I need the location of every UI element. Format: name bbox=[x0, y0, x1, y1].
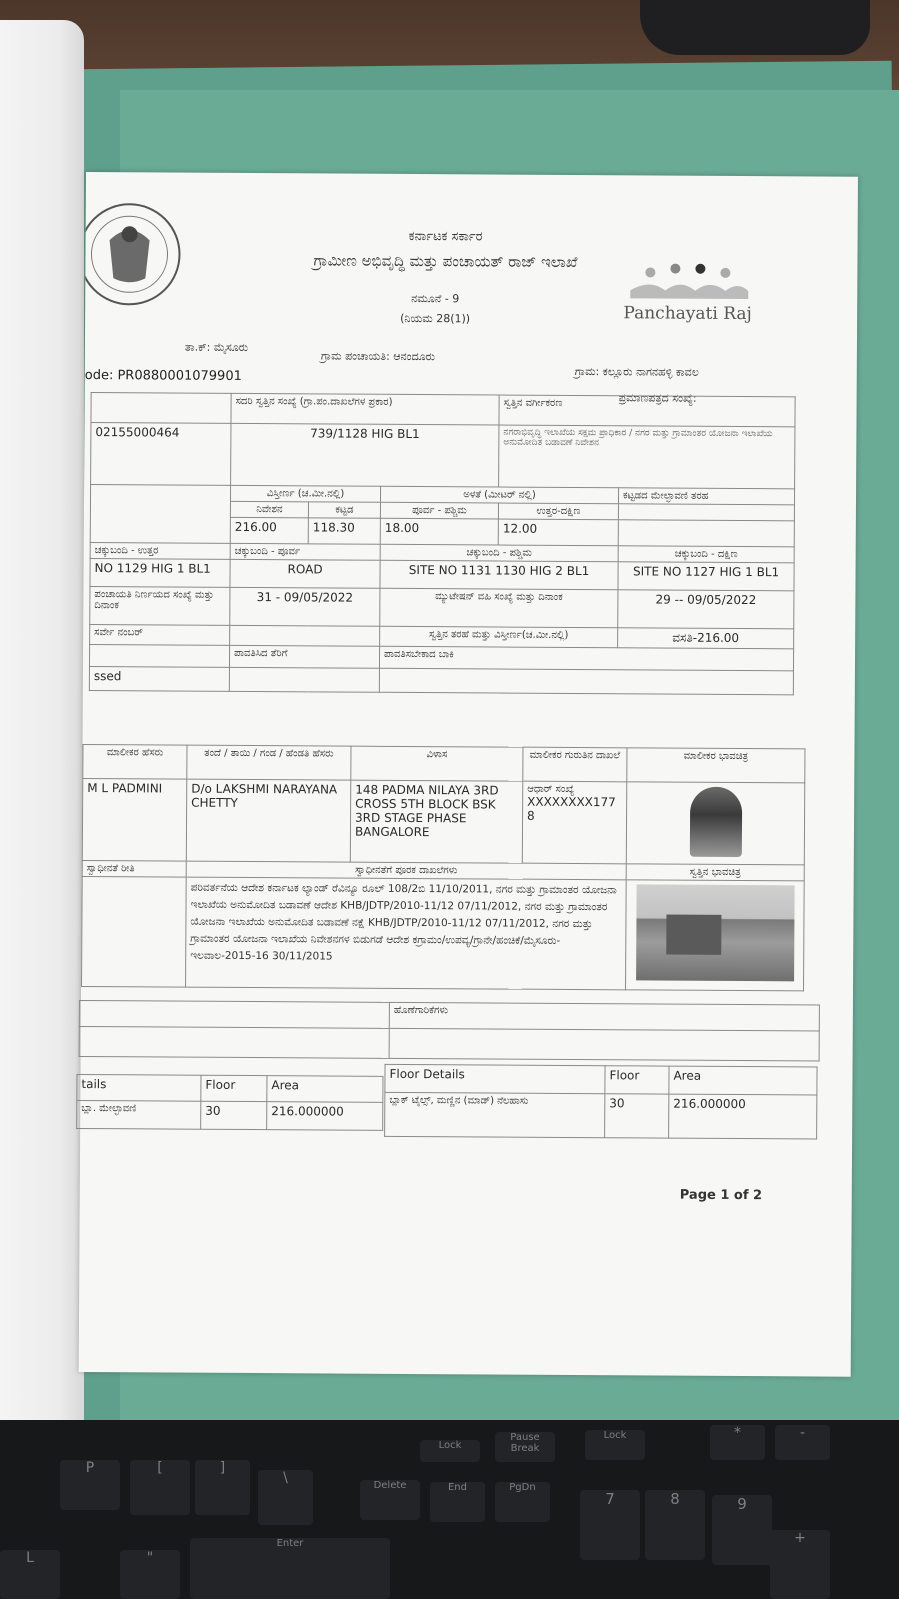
boundary-south: SITE NO 1127 HIG 1 BL1 bbox=[618, 562, 794, 591]
building-label: ಕಟ್ಟಡ bbox=[308, 502, 380, 518]
code-prefix: ode: bbox=[84, 367, 114, 384]
key[interactable]: + bbox=[770, 1530, 830, 1599]
gram-panchayat: ಗ್ರಾಮ ಪಂಚಾಯತಿ: ಆನಂದೂರು bbox=[320, 349, 436, 364]
property-photo-cell bbox=[626, 880, 805, 991]
key[interactable]: Lock bbox=[585, 1430, 645, 1460]
right-area-value: 216.000000 bbox=[669, 1094, 817, 1139]
type-area-label: ಸ್ವತ್ತಿನ ತರಹೆ ಮತ್ತು ವಿಸ್ತೀರ್ಣ(ಚ.ಮೀ.ನಲ್ಲಿ) bbox=[380, 626, 618, 647]
owner-relation: D/o LAKSHMI NARAYANA CHETTY bbox=[186, 779, 350, 862]
floor-details bbox=[77, 1062, 819, 1119]
key[interactable]: P bbox=[60, 1460, 120, 1510]
panchayati-raj-text: Panchayati Raj bbox=[623, 303, 752, 325]
classification-value: ನಗರಾಭಿವೃದ್ಧಿ ಇಲಾಖೆಯ ಸಕ್ಷಮ ಪ್ರಾಧಿಕಾರ / ನಗರ ಮತ್ತು ಗ್ರಾಮಾಂತರ ಯೋಜನಾ ಇಲಾಖೆಯ ಅನುಮೋದಿತ ಬಡಾವಣೆ ನಿವೇಶನ bbox=[499, 425, 795, 489]
boundary-south-label: ಚಕ್ಕುಬಂದಿ - ದಕ್ಷಿಣ bbox=[618, 546, 794, 563]
property-number-label: ಸದರಿ ಸ್ವತ್ತಿನ ಸಂಖ್ಯೆ (ಗ್ರಾ.ಪಂ.ದಾಖಲೆಗಳ ಪ್ರಕಾರ) bbox=[231, 393, 499, 425]
property-id: 02155000464 bbox=[91, 423, 231, 486]
owner-photo-header: ಮಾಲೀಕರ ಭಾವಚಿತ್ರ bbox=[627, 748, 805, 783]
rule-number: (ನಿಯಮ 28(1)) bbox=[400, 311, 471, 326]
property-code bbox=[85, 368, 242, 384]
boundary-west-label: ಚಕ್ಕುಬಂದಿ - ಪಶ್ಚಿಮ bbox=[380, 544, 618, 561]
owner-name: M L PADMINI bbox=[82, 778, 186, 861]
key[interactable]: 7 bbox=[580, 1490, 640, 1560]
left-floor-desc: ಬ್ಲಾ. ಮೇಲ್ಛಾವಣಿ bbox=[77, 1100, 201, 1129]
key[interactable]: Delete bbox=[360, 1480, 420, 1520]
resolution-label: ಪಂಚಾಯತಿ ನಿರ್ಣಯದ ಸಂಖ್ಯೆ ಮತ್ತು ದಿನಾಂಕ bbox=[90, 587, 230, 626]
owner-photo-cell bbox=[626, 782, 804, 865]
right-area-header: Area bbox=[669, 1066, 817, 1095]
key[interactable]: ] bbox=[195, 1460, 250, 1515]
boundary-north-label: ಚಕ್ಕುಬಂದಿ - ಉತ್ತರ bbox=[90, 543, 230, 560]
right-floor-header: Floor bbox=[605, 1066, 669, 1094]
east-west-value: 18.00 bbox=[380, 518, 498, 545]
keyboard bbox=[0, 1420, 899, 1599]
owner-address: 148 PADMA NILAYA 3RD CROSS 5TH BLOCK BSK 3RD STAGE PHASE BANGALORE bbox=[350, 780, 522, 863]
site-area: 216.00 bbox=[230, 517, 308, 543]
dimension-label: ಅಳತೆ (ಮೀಟರ್ ನಲ್ಲಿ) bbox=[380, 486, 618, 503]
property-number: 739/1128 HIG BL1 bbox=[231, 423, 499, 487]
state-title: ಕರ್ನಾಟಕ ಸರ್ಕಾರ bbox=[408, 228, 483, 245]
certificate-number-label: ಪ್ರಮಾಣಪತ್ರದ ಸಂಖ್ಯೆ: bbox=[618, 391, 697, 405]
form-number: ನಮೂನೆ - 9 bbox=[411, 291, 460, 306]
key[interactable]: Lock bbox=[420, 1440, 480, 1462]
address-header: ವಿಳಾಸ bbox=[351, 746, 523, 781]
type-area-value: ವಸತಿ-216.00 bbox=[618, 628, 794, 649]
left-details-header: tails bbox=[77, 1074, 201, 1101]
tax-due-label: ಪಾವತಿಸಬೇಕಾದ ಬಾಕಿ bbox=[379, 646, 793, 671]
assessed-label: ssed bbox=[89, 667, 229, 692]
ownership-mode-label: ಸ್ವಾಧೀನತೆ ರೀತಿ bbox=[82, 860, 186, 877]
property-photo-label: ಸ್ವತ್ತಿನ ಭಾವಚಿತ್ರ bbox=[626, 864, 804, 881]
liabilities-label: ಹೊಣೆಗಾರಿಕೆಗಳು bbox=[389, 1002, 819, 1031]
key[interactable]: Pause Break bbox=[495, 1432, 555, 1462]
page-number: Page 1 of 2 bbox=[679, 1187, 763, 1204]
code-value: PR0880001079901 bbox=[117, 368, 242, 384]
relation-header: ತಂದೆ / ತಾಯಿ / ಗಂಡ / ಹೆಂಡತಿ ಹೆಸರು bbox=[187, 745, 351, 780]
id-document-header: ಮಾಲೀಕರ ಗುರುತಿನ ದಾಖಲೆ bbox=[523, 747, 627, 782]
floor-details-right bbox=[384, 1064, 817, 1140]
owner-details-table bbox=[81, 744, 805, 991]
mutation-label: ಮ್ಯುಟೇಷನ್ ವಹಿ ಸಂಖ್ಯೆ ಮತ್ತು ದಿನಾಂಕ bbox=[380, 588, 618, 627]
boundary-east: ROAD bbox=[230, 559, 380, 588]
owner-photo bbox=[689, 787, 741, 857]
key[interactable]: [ bbox=[130, 1460, 190, 1515]
key[interactable]: - bbox=[775, 1425, 830, 1460]
site-label: ನಿವೇಶನ bbox=[230, 501, 308, 517]
aadhaar-number: XXXXXXXX1778 bbox=[527, 794, 616, 823]
boundary-west: SITE NO 1131 1130 HIG 2 BL1 bbox=[380, 560, 618, 589]
mutation-value: 29 -- 09/05/2022 bbox=[618, 590, 794, 629]
floor-details-left bbox=[76, 1074, 383, 1131]
north-south-value: 12.00 bbox=[498, 519, 618, 546]
key[interactable]: " bbox=[120, 1550, 180, 1599]
key[interactable]: * bbox=[710, 1425, 765, 1460]
roof-type-label: ಕಟ್ಟಡದ ಮೇಲ್ಛಾವಣಿ ತರಹ bbox=[619, 488, 795, 505]
right-details-header: Floor Details bbox=[385, 1064, 605, 1093]
east-west-label: ಪೂರ್ವ - ಪಶ್ಚಿಮ bbox=[380, 502, 498, 519]
ownership-documents: ಪರಿವರ್ತನೆಯ ಆದೇಶ ಕರ್ನಾಟಕ ಲ್ಯಾಂಡ್ ರೆವಿನ್ಯೂ ರೂಲ್ 108/2ಬಿ 11/10/2011, ನಗರ ಮತ್ತು ಗ್ರಾಮಾಂತರ ಯೋಜನಾ ಇಲಾಖೆಯ ಅನುಮೋದಿತ ಬಡಾವಣೆ ಆದೇಶ KHB/JDTP/2010-11/12 07/11/2012, ನಗರ ಮತ್ತು ಗ್ರಾಮಾಂತರ ಯೋಜನಾ ಇಲಾಖೆಯ ಅನುಮೋದಿತ ಬಡಾವಣೆ ನಕ್ಷೆ KHB/JDTP/2010-11/12 07/11/2012, ನಗರ ಮತ್ತು ಗ್ರಾಮಾಂತರ ಯೋಜನಾ ಇಲಾಖೆಯ ನಿವೇಶನಗಳ ಬಿಡುಗಡೆ ಆದೇಶ ಕಗ್ರಾಮಂ/ಉಪವ್ಯ/ಗ್ರಾನೇ/ಹಂಚಿಕೆ/ಮೈಸೂರು-ಇಲವಾಲ-2015-16 30/11/2015 bbox=[186, 877, 627, 990]
key[interactable]: Enter bbox=[190, 1538, 390, 1599]
boundary-east-label: ಚಕ್ಕುಬಂದಿ - ಪೂರ್ವ bbox=[230, 543, 380, 560]
key[interactable]: 9 bbox=[712, 1495, 772, 1565]
left-book-page bbox=[0, 20, 84, 1460]
village: ಗ್ರಾಮ: ಕಲ್ಲೂರು ನಾಗನಹಳ್ಳಿ ಕಾವಲ bbox=[574, 364, 699, 379]
department-title: ಗ್ರಾಮೀಣ ಅಭಿವೃದ್ಧಿ ಮತ್ತು ಪಂಚಾಯತ್ ರಾಜ್ ಇಲಾಖೆ bbox=[313, 251, 578, 272]
north-south-label: ಉತ್ತರ-ದಕ್ಷಿಣ bbox=[498, 503, 618, 520]
property-photo bbox=[636, 884, 795, 981]
tax-paid-label: ಪಾವತಿಸಿದ ತೆರಿಗೆ bbox=[229, 645, 379, 668]
classification-label: ಸ್ವತ್ತಿನ ವರ್ಗೀಕರಣ bbox=[499, 395, 795, 427]
right-floor-desc: ಬ್ಲಾಕ್ ಟೈಲ್ಸ್, ಮಣ್ಣಿನ (ಮಾಡ್) ನೆಲಹಾಸು bbox=[385, 1092, 605, 1137]
ownership-docs-label: ಸ್ವಾಧೀನತೆಗೆ ಪೂರಕ ದಾಖಲೆಗಳು bbox=[186, 861, 626, 880]
key[interactable]: 8 bbox=[645, 1490, 705, 1560]
left-area-value: 216.000000 bbox=[267, 1102, 383, 1131]
building-area: 118.30 bbox=[308, 518, 380, 544]
owner-id-document bbox=[522, 781, 626, 864]
black-device bbox=[640, 0, 870, 55]
left-area-header: Area bbox=[267, 1076, 383, 1103]
liabilities-table bbox=[79, 1000, 820, 1062]
survey-number-label: ಸರ್ವೇ ನಂಬರ್ bbox=[90, 625, 230, 646]
resolution-value: 31 - 09/05/2022 bbox=[230, 587, 380, 626]
property-details-table bbox=[89, 392, 796, 695]
right-floor-value: 30 bbox=[605, 1094, 669, 1138]
key[interactable]: PgDn bbox=[495, 1482, 550, 1522]
area-label: ವಿಸ್ತೀರ್ಣ (ಚ.ಮೀ.ನಲ್ಲಿ) bbox=[230, 485, 380, 502]
left-floor-value: 30 bbox=[201, 1101, 267, 1129]
key[interactable]: \ bbox=[258, 1470, 313, 1525]
key[interactable]: L bbox=[0, 1550, 60, 1599]
taluk: ತಾ.ಕ್: ಮೈಸೂರು bbox=[184, 340, 249, 354]
key[interactable]: End bbox=[430, 1482, 485, 1522]
owner-name-header: ಮಾಲೀಕರ ಹೆಸರು bbox=[83, 744, 187, 779]
aadhaar-label: ಆಧಾರ್ ಸಂಖ್ಯೆ bbox=[527, 783, 575, 795]
e-khata-document bbox=[79, 172, 858, 1377]
boundary-north: NO 1129 HIG 1 BL1 bbox=[90, 559, 230, 588]
government-seal-icon bbox=[85, 190, 186, 319]
left-floor-header: Floor bbox=[201, 1075, 267, 1101]
